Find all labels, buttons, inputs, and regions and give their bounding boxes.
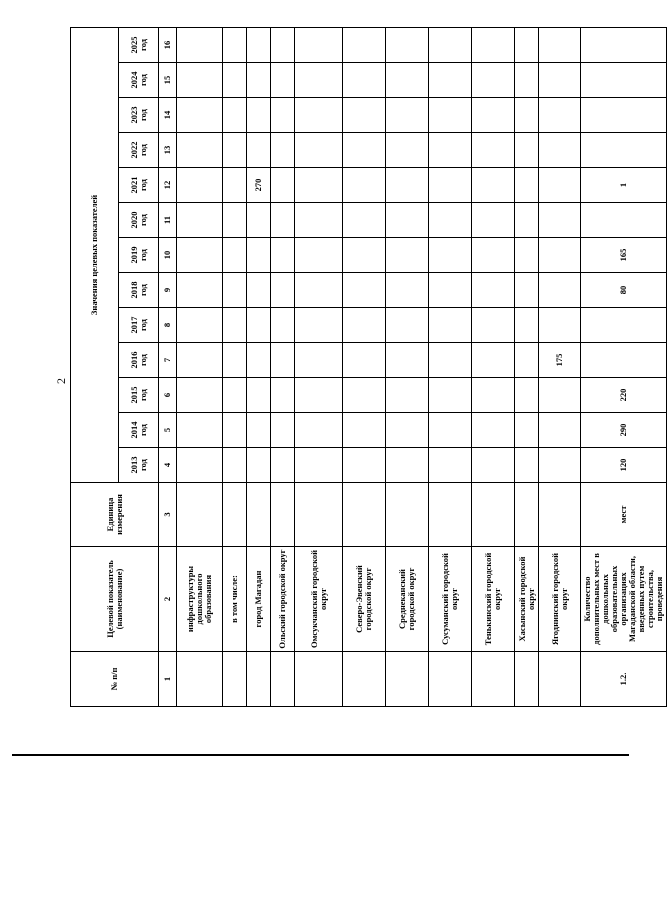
indicator-name-cell: Ольский городской округ — [271, 547, 295, 652]
row-number-cell — [177, 652, 223, 707]
value-cell — [539, 378, 581, 413]
value-cell — [472, 203, 515, 238]
value-cell: 290 — [581, 413, 667, 448]
value-cell — [539, 413, 581, 448]
year-2019: 2019 год — [119, 238, 159, 273]
value-cell — [295, 448, 343, 483]
value-cell: 80 — [581, 273, 667, 308]
value-cell — [343, 203, 386, 238]
value-cell — [515, 308, 539, 343]
unit-cell — [295, 483, 343, 547]
value-cell — [223, 27, 247, 62]
value-cell — [271, 168, 295, 203]
value-cell — [539, 27, 581, 62]
value-cell — [472, 273, 515, 308]
value-cell: 175 — [539, 343, 581, 378]
value-cell — [271, 273, 295, 308]
value-cell: 270 — [247, 168, 271, 203]
value-cell — [515, 27, 539, 62]
separator-line — [12, 754, 629, 756]
indicator-name-cell: Тенькинский городской округ — [472, 547, 515, 652]
value-cell — [247, 203, 271, 238]
value-cell — [271, 308, 295, 343]
value-cell — [386, 448, 429, 483]
column-number-cell: 11 — [159, 203, 177, 238]
value-cell — [539, 308, 581, 343]
indicator-name-cell: инфраструктуры дошкольного образования — [177, 547, 223, 652]
value-cell — [223, 308, 247, 343]
value-cell — [515, 63, 539, 98]
column-number-cell: 3 — [159, 483, 177, 547]
value-cell — [177, 63, 223, 98]
value-cell — [223, 133, 247, 168]
value-cell — [295, 203, 343, 238]
row-number-cell — [539, 652, 581, 707]
indicator-name-cell: город Магадан — [247, 547, 271, 652]
value-cell — [177, 168, 223, 203]
value-cell — [386, 238, 429, 273]
indicator-name-cell: Количество дополнительных мест в дошкольных образовательных организациях Магаданской области, введенных путем строительства, проведения — [581, 547, 667, 652]
value-cell — [247, 413, 271, 448]
value-cell — [429, 63, 472, 98]
value-cell — [386, 413, 429, 448]
value-cell — [429, 308, 472, 343]
table-row — [295, 27, 343, 706]
value-cell — [271, 378, 295, 413]
year-2021: 2021 год — [119, 168, 159, 203]
indicator-name-cell: Хасынский городской округ — [515, 547, 539, 652]
value-cell — [429, 133, 472, 168]
value-cell — [177, 238, 223, 273]
indicator-name-cell: Ягоднинский городской округ — [539, 547, 581, 652]
value-cell — [386, 168, 429, 203]
unit-cell — [247, 483, 271, 547]
value-cell — [472, 378, 515, 413]
value-cell — [177, 343, 223, 378]
num-header: № п/п — [71, 652, 159, 707]
value-cell — [295, 27, 343, 62]
indicator-name-cell: Сусуманский городской округ — [429, 547, 472, 652]
table-row — [343, 27, 386, 706]
value-cell — [386, 378, 429, 413]
table-row — [515, 27, 539, 706]
value-cell — [295, 378, 343, 413]
value-cell — [386, 203, 429, 238]
value-cell — [343, 63, 386, 98]
row-number-cell — [223, 652, 247, 707]
value-cell: 220 — [581, 378, 667, 413]
value-cell — [515, 203, 539, 238]
value-cell — [429, 98, 472, 133]
value-cell — [472, 343, 515, 378]
value-cell — [343, 273, 386, 308]
value-cell — [429, 238, 472, 273]
value-cell — [386, 63, 429, 98]
unit-cell — [271, 483, 295, 547]
value-cell — [271, 238, 295, 273]
value-cell — [581, 343, 667, 378]
value-cell — [271, 203, 295, 238]
value-cell — [177, 27, 223, 62]
value-cell — [539, 273, 581, 308]
year-2016: 2016 год — [119, 343, 159, 378]
value-cell — [177, 203, 223, 238]
column-number-cell: 4 — [159, 448, 177, 483]
value-cell — [223, 98, 247, 133]
value-cell — [177, 448, 223, 483]
value-cell — [386, 343, 429, 378]
unit-cell — [223, 483, 247, 547]
value-cell — [581, 203, 667, 238]
year-2017: 2017 год — [119, 308, 159, 343]
value-cell — [295, 168, 343, 203]
value-cell — [177, 98, 223, 133]
value-cell — [271, 63, 295, 98]
value-cell — [386, 273, 429, 308]
value-cell — [223, 238, 247, 273]
table-row — [247, 27, 271, 706]
value-cell — [223, 203, 247, 238]
value-cell — [386, 133, 429, 168]
row-number-cell — [343, 652, 386, 707]
value-cell — [429, 203, 472, 238]
value-cell — [472, 98, 515, 133]
value-cell — [295, 133, 343, 168]
unit-cell — [472, 483, 515, 547]
value-cell — [539, 203, 581, 238]
value-cell — [177, 308, 223, 343]
table-row — [177, 27, 223, 706]
unit-cell — [539, 483, 581, 547]
row-number-cell — [295, 652, 343, 707]
unit-header: Единица измерения — [71, 483, 159, 547]
table-row — [429, 27, 472, 706]
indicator-name-cell: в том числе: — [223, 547, 247, 652]
indicator-table-rotated — [70, 29, 664, 707]
value-cell — [429, 168, 472, 203]
row-number-cell — [271, 652, 295, 707]
value-cell — [271, 98, 295, 133]
value-cell — [472, 238, 515, 273]
value-cell — [295, 273, 343, 308]
table-row — [472, 27, 515, 706]
value-cell — [223, 343, 247, 378]
column-number-cell: 10 — [159, 238, 177, 273]
value-cell — [247, 27, 271, 62]
column-number-cell: 2 — [159, 547, 177, 652]
unit-cell — [386, 483, 429, 547]
value-cell — [581, 63, 667, 98]
table-row — [386, 27, 429, 706]
value-cell — [539, 448, 581, 483]
value-cell — [472, 133, 515, 168]
value-cell — [429, 448, 472, 483]
value-cell — [539, 168, 581, 203]
value-cell — [515, 413, 539, 448]
value-cell — [295, 98, 343, 133]
value-cell — [581, 308, 667, 343]
indicator-header: Целевой показатель (наименование) — [71, 547, 159, 652]
column-number-cell: 8 — [159, 308, 177, 343]
value-cell — [247, 238, 271, 273]
value-cell — [247, 273, 271, 308]
value-cell — [271, 343, 295, 378]
value-cell: 1 — [581, 168, 667, 203]
value-cell — [223, 448, 247, 483]
table-row — [223, 27, 247, 706]
value-cell — [515, 273, 539, 308]
indicator-name-cell: Северо-Эвенский городской округ — [343, 547, 386, 652]
value-cell — [429, 378, 472, 413]
page-number: 2 — [54, 378, 68, 384]
value-cell — [472, 448, 515, 483]
value-cell — [223, 413, 247, 448]
value-cell — [472, 63, 515, 98]
value-cell — [539, 238, 581, 273]
value-cell — [343, 27, 386, 62]
value-cell — [386, 308, 429, 343]
value-cell — [177, 413, 223, 448]
unit-cell — [515, 483, 539, 547]
value-cell — [295, 63, 343, 98]
indicator-name-cell: Среднеканский городской округ — [386, 547, 429, 652]
value-cell — [271, 448, 295, 483]
value-cell — [429, 343, 472, 378]
table-row — [539, 27, 581, 706]
row-number-cell: 1.2. — [581, 652, 667, 707]
value-cell — [581, 133, 667, 168]
value-cell — [515, 378, 539, 413]
value-cell — [472, 308, 515, 343]
value-cell — [247, 98, 271, 133]
unit-cell — [343, 483, 386, 547]
value-cell — [472, 413, 515, 448]
column-number-row — [159, 27, 177, 706]
value-cell — [343, 238, 386, 273]
indicator-name-cell: Омсукчанский городской округ — [295, 547, 343, 652]
value-cell — [539, 133, 581, 168]
value-cell — [223, 168, 247, 203]
value-cell — [223, 378, 247, 413]
column-number-cell: 7 — [159, 343, 177, 378]
column-number-cell: 5 — [159, 413, 177, 448]
year-2020: 2020 год — [119, 203, 159, 238]
value-cell — [515, 168, 539, 203]
value-cell — [295, 238, 343, 273]
value-cell — [539, 63, 581, 98]
value-cell: 165 — [581, 238, 667, 273]
value-cell — [247, 308, 271, 343]
value-cell — [247, 378, 271, 413]
value-cell — [429, 413, 472, 448]
row-number-cell — [386, 652, 429, 707]
values-header: Значения целевых показателей — [71, 27, 119, 482]
value-cell — [343, 413, 386, 448]
unit-cell — [177, 483, 223, 547]
value-cell — [515, 133, 539, 168]
year-2025: 2025 год — [119, 27, 159, 62]
year-2022: 2022 год — [119, 133, 159, 168]
year-2015: 2015 год — [119, 378, 159, 413]
value-cell — [429, 273, 472, 308]
indicator-table — [70, 27, 667, 707]
row-number-cell — [247, 652, 271, 707]
value-cell — [223, 273, 247, 308]
value-cell — [271, 133, 295, 168]
value-cell — [343, 308, 386, 343]
value-cell — [247, 63, 271, 98]
value-cell — [295, 343, 343, 378]
value-cell — [295, 413, 343, 448]
value-cell — [386, 98, 429, 133]
column-number-cell: 16 — [159, 27, 177, 62]
year-2018: 2018 год — [119, 273, 159, 308]
value-cell — [515, 98, 539, 133]
row-number-cell — [515, 652, 539, 707]
value-cell — [343, 448, 386, 483]
value-cell — [295, 308, 343, 343]
column-number-cell: 12 — [159, 168, 177, 203]
value-cell — [581, 98, 667, 133]
value-cell — [515, 238, 539, 273]
year-2014: 2014 год — [119, 413, 159, 448]
table-body — [177, 27, 667, 706]
value-cell — [177, 133, 223, 168]
column-number-cell: 15 — [159, 63, 177, 98]
value-cell — [177, 273, 223, 308]
row-number-cell — [472, 652, 515, 707]
value-cell — [343, 378, 386, 413]
year-2024: 2024 год — [119, 63, 159, 98]
unit-cell — [429, 483, 472, 547]
table-row — [271, 27, 295, 706]
header-row-top — [71, 27, 119, 706]
value-cell — [386, 27, 429, 62]
value-cell — [539, 98, 581, 133]
value-cell — [271, 413, 295, 448]
value-cell — [343, 98, 386, 133]
value-cell — [247, 448, 271, 483]
value-cell — [223, 63, 247, 98]
column-number-cell: 6 — [159, 378, 177, 413]
column-number-cell: 14 — [159, 98, 177, 133]
value-cell: 120 — [581, 448, 667, 483]
value-cell — [343, 343, 386, 378]
value-cell — [581, 27, 667, 62]
unit-cell: мест — [581, 483, 667, 547]
value-cell — [343, 133, 386, 168]
row-number-cell — [429, 652, 472, 707]
column-number-cell: 9 — [159, 273, 177, 308]
value-cell — [247, 343, 271, 378]
column-number-cell: 13 — [159, 133, 177, 168]
value-cell — [271, 27, 295, 62]
year-2023: 2023 год — [119, 98, 159, 133]
value-cell — [515, 448, 539, 483]
value-cell — [472, 27, 515, 62]
value-cell — [429, 27, 472, 62]
value-cell — [472, 168, 515, 203]
column-number-cell: 1 — [159, 652, 177, 707]
value-cell — [343, 168, 386, 203]
year-2013: 2013 год — [119, 448, 159, 483]
value-cell — [515, 343, 539, 378]
value-cell — [247, 133, 271, 168]
value-cell — [177, 378, 223, 413]
table-row — [581, 27, 667, 706]
